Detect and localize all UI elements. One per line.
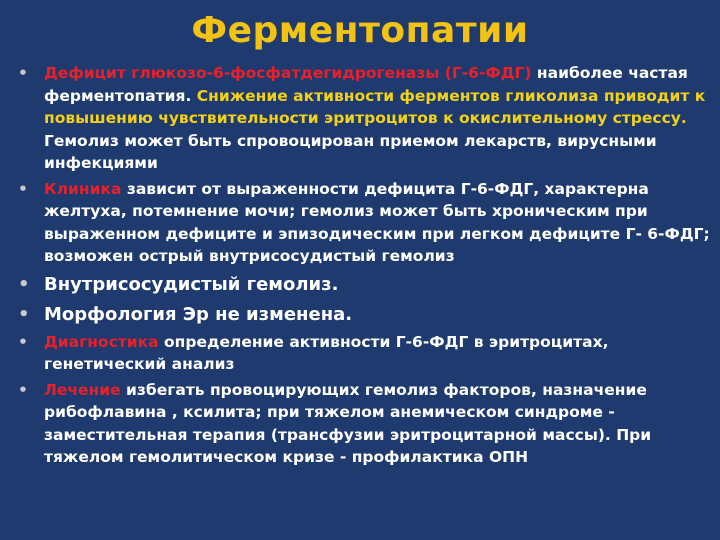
bullet-text-segment: наиболее частая ферментопатия. — [44, 64, 688, 105]
bullet-text-segment: Дефицит глюкозо-6-фосфатдегидрогеназы (Г-6-ФДГ) — [44, 64, 532, 82]
bullet-text-segment: Диагностика — [44, 332, 159, 351]
bullet-icon: • — [18, 332, 28, 351]
bullet-text-segment: Клиника — [44, 179, 122, 198]
bullet-text-segment: определение активности Г-6-ФДГ в эритроцитах, генетический анализ — [44, 332, 609, 373]
bullet-item-morphology — [14, 301, 714, 329]
bullet-item-clinic — [14, 178, 714, 268]
bullet-icon: • — [18, 179, 28, 198]
bullet-text-segment: Внутрисосудистый гемолиз. — [44, 273, 339, 295]
bullet-item-g6pd-deficiency — [14, 62, 714, 175]
bullet-list — [14, 62, 714, 472]
bullet-icon: • — [18, 273, 30, 295]
bullet-text-segment: избегать провоцирующих гемолиз факторов, назначение рибофлавина , ксилита; при тяжелом анемическом синдроме - заместительная терапия (трансфузии эритроцитарной массы). При тяжелом гемолитическом кризе - профилактика ОПН — [44, 380, 652, 466]
bullet-item-intravascular-hemolysis — [14, 271, 714, 299]
bullet-text-segment: Лечение — [44, 380, 121, 399]
bullet-text-segment: Морфология Эр не изменена. — [44, 303, 353, 325]
bullet-item-treatment — [14, 379, 714, 469]
bullet-text-segment: зависит от выраженности дефицита Г-6-ФДГ, характерна желтуха, потемнение мочи; гемолиз может быть хроническим при выраженном дефиците и эпизодическим при легком дефиците Г- 6-ФДГ; возможен острый внутрисосудистый гемолиз — [44, 179, 710, 265]
bullet-icon: • — [18, 303, 30, 325]
bullet-text-segment: Снижение активности ферментов гликолиза приводит к повышению чувствительности эритроцитов к окислительному стрессу. — [44, 86, 706, 127]
bullet-icon: • — [18, 380, 28, 399]
bullet-text-segment: Гемолиз может быть спровоцирован приемом лекарств, вирусными инфекциями — [44, 131, 657, 172]
bullet-item-diagnostics — [14, 331, 714, 376]
slide-title: Ферментопатии — [191, 10, 529, 51]
bullet-icon: • — [18, 64, 28, 82]
